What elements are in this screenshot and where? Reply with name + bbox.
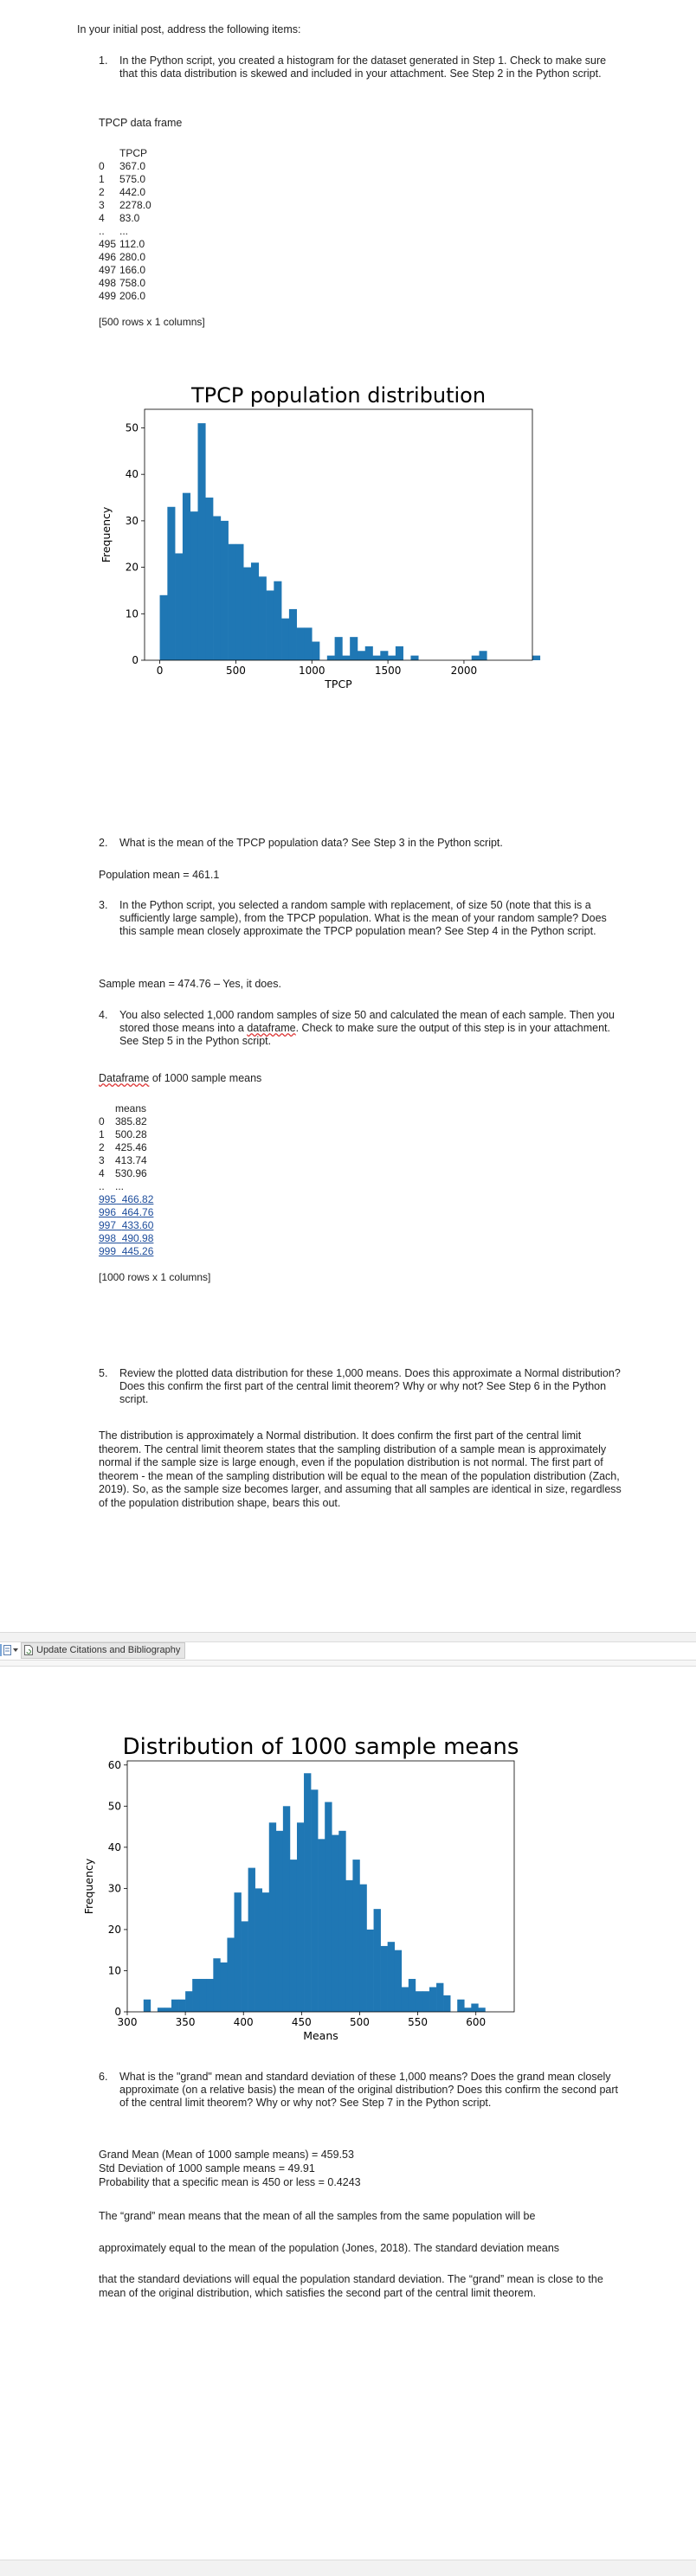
histogram-bar — [325, 1802, 332, 2012]
histogram-bar — [297, 1822, 304, 2012]
histogram-bar — [480, 651, 487, 660]
histogram-bar — [243, 568, 251, 660]
histogram-bar — [213, 1958, 220, 2012]
page-break-bottom — [0, 1660, 696, 1667]
histogram-bar — [160, 595, 168, 660]
population-mean: Population mean = 461.1 — [99, 869, 220, 881]
x-tick-label: 550 — [408, 2016, 429, 2028]
question-3-text: In the Python script, you selected a random sample with replacement, of size 50 (note that this is a sufficiently large sample), from the TPCP population. What is the mean of your random sample? Does this sample mean closely approximate the TPCP population mean? See Step 4 in the Python script. — [119, 899, 607, 937]
y-tick-label: 20 — [125, 561, 139, 574]
histogram-bar — [197, 423, 205, 660]
histogram-bar — [388, 1942, 395, 2012]
histogram-bar — [242, 1921, 248, 2012]
histogram-bar — [396, 646, 403, 660]
tpcp-dataframe — [99, 147, 205, 329]
histogram-bar — [206, 1979, 213, 2012]
question-2-text: What is the mean of the TPCP population data? See Step 3 in the Python script. — [119, 837, 503, 849]
histogram-bar — [175, 553, 183, 660]
histogram-bar — [381, 1946, 388, 2012]
histogram-bar — [251, 562, 259, 660]
histogram-bar — [283, 1806, 290, 2012]
question-2-number: 2. — [99, 837, 108, 849]
chart-title: Distribution of 1000 sample means — [122, 1734, 519, 1760]
histogram-bar — [350, 637, 358, 660]
histogram-bar — [199, 1979, 206, 2012]
table-row: 496 280.0 — [99, 251, 146, 263]
y-axis-label: Frequency — [100, 506, 113, 563]
tpcp-histogram — [87, 381, 554, 705]
y-tick-label: 10 — [107, 1964, 121, 1977]
question-4-number: 4. — [99, 1009, 108, 1021]
table-row: .. ... — [99, 1180, 125, 1192]
histogram-bar — [410, 656, 418, 660]
histogram-bar — [274, 581, 281, 660]
table-row: 499 206.0 — [99, 290, 146, 302]
histogram-bar — [221, 521, 229, 660]
histogram-bar — [342, 656, 350, 660]
x-tick-label: 350 — [175, 2016, 196, 2028]
histogram-bar — [345, 1880, 352, 2012]
histogram-bar — [190, 511, 198, 660]
y-tick-label: 30 — [125, 514, 139, 527]
dataframe-word: dataframe — [247, 1022, 296, 1034]
histogram-bar — [359, 1885, 366, 2012]
tpcp-df-header: TPCP — [119, 147, 148, 159]
histogram-bar — [395, 1950, 402, 2012]
histogram-bar — [167, 507, 175, 660]
histogram-bar — [281, 619, 289, 660]
table-row: 1 500.28 — [99, 1128, 147, 1140]
grand-mean: Grand Mean (Mean of 1000 sample means) = 459.53 — [99, 2149, 354, 2161]
x-tick-label: 300 — [117, 2016, 138, 2028]
histogram-bar — [409, 1979, 416, 2012]
y-tick-label: 50 — [125, 421, 139, 434]
histogram-bar — [164, 2007, 171, 2012]
y-tick-label: 30 — [107, 1882, 121, 1895]
citation-dropdown[interactable] — [3, 1645, 18, 1655]
histogram-bar — [205, 498, 213, 660]
table-row: 999 445.26 — [99, 1245, 154, 1257]
histogram-bar — [171, 2000, 178, 2012]
x-tick-label: 1500 — [374, 665, 402, 677]
y-tick-label: 0 — [114, 2006, 121, 2018]
table-row: 4 530.96 — [99, 1167, 147, 1179]
table-row: 0 367.0 — [99, 160, 146, 172]
histogram-bar — [276, 1831, 283, 2012]
histogram-bar — [471, 2003, 478, 2012]
histogram-bar — [227, 1937, 234, 2012]
table-row: 2 442.0 — [99, 186, 146, 198]
x-tick-label: 600 — [466, 2016, 487, 2028]
x-tick-label: 450 — [291, 2016, 312, 2028]
histogram-bar — [304, 627, 312, 660]
histogram-bar — [358, 651, 365, 660]
histogram-bar — [532, 656, 540, 660]
histogram-bar — [335, 637, 343, 660]
means-histogram — [78, 1731, 537, 2051]
answer-6-line-3: that the standard deviations will equal the population standard deviation. The “grand” mean is close to the mean of the original distribution, which satisfies the second part of the central limit theorem. — [99, 2273, 603, 2299]
table-row: 3 2278.0 — [99, 199, 151, 211]
histogram-bar — [429, 1987, 436, 2012]
x-tick-label: 1000 — [298, 665, 325, 677]
histogram-bar — [255, 1888, 262, 2012]
histogram-bar — [178, 2000, 185, 2012]
histogram-bar — [464, 2007, 471, 2012]
table-row: 2 425.46 — [99, 1141, 147, 1153]
table-row: 3 413.74 — [99, 1154, 147, 1166]
sample-mean: Sample mean = 474.76 – Yes, it does. — [99, 978, 281, 990]
page-break — [0, 1632, 696, 1642]
intro-text: In your initial post, address the following items: — [77, 23, 301, 35]
histogram-bar — [327, 656, 335, 660]
histogram-bar — [267, 590, 274, 660]
question-1-number: 1. — [99, 55, 108, 67]
chevron-down-icon — [13, 1648, 18, 1652]
y-tick-label: 0 — [132, 654, 139, 666]
histogram-bar — [262, 1892, 269, 2012]
histogram-bar — [289, 609, 297, 660]
histogram-bar — [338, 1831, 345, 2012]
x-axis-label: TPCP — [325, 678, 352, 691]
table-row: 995 466.82 — [99, 1193, 154, 1205]
chart-title: TPCP population distribution — [190, 383, 487, 408]
document-refresh-icon — [24, 1645, 33, 1655]
histogram-bar — [443, 1995, 450, 2012]
histogram-bar — [290, 1860, 297, 2012]
histogram-bar — [436, 1983, 443, 2012]
histogram-bar — [332, 1835, 338, 2012]
histogram-bar — [304, 1773, 311, 2012]
cite-icon — [3, 1645, 11, 1655]
table-row: 1 575.0 — [99, 173, 146, 185]
update-citations-label: Update Citations and Bibliography — [36, 1645, 181, 1655]
update-citations-button[interactable] — [21, 1642, 185, 1659]
histogram-bar — [183, 493, 190, 660]
x-tick-label: 500 — [225, 665, 246, 677]
question-4-text: You also selected 1,000 random samples of size 50 and calculated the mean of each sample. Then you stored those means into a dataframe. Check to make sure the output of this step is in your attachment. See Step 5 in the Python script. — [119, 1009, 615, 1047]
table-row: 495 112.0 — [99, 238, 145, 250]
table-row: 4 83.0 — [99, 212, 140, 224]
y-tick-label: 10 — [125, 607, 139, 620]
means-df-header: means — [115, 1102, 147, 1115]
histogram-bar — [318, 1839, 325, 2012]
means-df-shape: [1000 rows x 1 columns] — [99, 1271, 211, 1283]
toolbar-edge — [0, 1644, 2, 1656]
means-label: Dataframe of 1000 sample means — [99, 1072, 262, 1084]
x-axis-label: Means — [303, 2029, 338, 2042]
histogram-bar — [248, 1868, 255, 2012]
histogram-bar — [235, 544, 243, 660]
histogram-bar — [297, 627, 305, 660]
histogram-bar — [472, 656, 480, 660]
question-1-text: In the Python script, you created a histogram for the dataset generated in Step 1. Check to make sure that this data distribution is skewed and included in your attachment. See Step 2 in the Python script. — [119, 55, 607, 80]
question-6-number: 6. — [99, 2071, 108, 2083]
answer-6-line-1: The “grand” mean means that the mean of all the samples from the same population will be — [99, 2210, 536, 2222]
histogram-bar — [259, 576, 267, 660]
citations-toolbar — [0, 1642, 185, 1658]
answer-5: The distribution is approximately a Normal distribution. It does confirm the first part of the central limit theorem. The central limit theorem states that the sampling distribution of a sample mean is approximately normal if the sample size is large enough, even if the population distribution is not normal. The first part of theorem - the mean of the sampling distribution will be equal to the mean of the population distribution (Zach, 2019). So, as the sample size becomes larger, and assuming that all samples are identical in size, regardless of the population distribution shape, bears this out. — [99, 1429, 622, 1509]
histogram-bar — [229, 544, 236, 660]
question-5-number: 5. — [99, 1367, 108, 1379]
histogram-bar — [380, 651, 388, 660]
histogram-bar — [220, 1963, 227, 2012]
histogram-bar — [311, 1789, 318, 2012]
page-break-end — [0, 2560, 696, 2576]
table-row: 498 758.0 — [99, 277, 146, 289]
table-row: 997 433.60 — [99, 1219, 154, 1231]
means-dataframe — [99, 1102, 210, 1284]
histogram-bar — [367, 1930, 374, 2012]
y-tick-label: 50 — [107, 1800, 121, 1813]
table-row: 996 464.76 — [99, 1206, 154, 1218]
y-tick-label: 20 — [107, 1923, 121, 1936]
x-tick-label: 2000 — [450, 665, 478, 677]
question-6-text: What is the "grand" mean and standard deviation of these 1,000 means? Does the grand mean closely approximate (on a relative basis) the mean of the original distribution? Does this confirm the second part of the central limit theorem? Why or why not? See Step 7 in the Python script. — [119, 2071, 618, 2109]
probability: Probability that a specific mean is 450 or less = 0.4243 — [99, 2176, 361, 2188]
histogram-bar — [144, 2000, 151, 2012]
question-3-number: 3. — [99, 899, 108, 911]
histogram-bar — [402, 1987, 409, 2012]
histogram-bar — [478, 2007, 485, 2012]
tpcp-label: TPCP data frame — [99, 117, 183, 129]
y-tick-label: 40 — [125, 468, 139, 481]
histogram-bar — [388, 656, 396, 660]
histogram-bar — [457, 2000, 464, 2012]
x-tick-label: 400 — [233, 2016, 254, 2028]
y-tick-label: 60 — [107, 1758, 121, 1771]
histogram-bar — [234, 1892, 241, 2012]
x-tick-label: 500 — [350, 2016, 370, 2028]
histogram-bar — [269, 1822, 276, 2012]
histogram-bar — [312, 642, 319, 660]
x-tick-label: 0 — [156, 665, 164, 677]
histogram-bar — [373, 656, 381, 660]
std-deviation: Std Deviation of 1000 sample means = 49.91 — [99, 2162, 315, 2175]
histogram-bar — [192, 1979, 199, 2012]
histogram-bar — [213, 517, 221, 660]
histogram-bar — [185, 1991, 192, 2012]
table-row: .. ... — [99, 225, 129, 237]
histogram-bar — [352, 1860, 359, 2012]
table-row: 0 385.82 — [99, 1115, 147, 1127]
y-tick-label: 40 — [107, 1840, 121, 1853]
y-axis-label: Frequency — [82, 1858, 95, 1915]
table-row: 998 490.98 — [99, 1232, 154, 1244]
histogram-bar — [374, 1909, 381, 2012]
histogram-bar — [416, 1991, 422, 2012]
histogram-bar — [365, 646, 373, 660]
table-row: 497 166.0 — [99, 264, 146, 276]
histogram-bar — [422, 1991, 429, 2012]
tpcp-df-shape: [500 rows x 1 columns] — [99, 316, 205, 328]
histogram-bar — [158, 2007, 164, 2012]
question-5-text: Review the plotted data distribution for these 1,000 means. Does this approximate a Normal distribution? Does this confirm the first part of the central limit theorem? Why or why not? See Step 6 in the Python script. — [119, 1367, 621, 1405]
answer-6-line-2: approximately equal to the mean of the population (Jones, 2018). The standard deviation means — [99, 2242, 560, 2254]
